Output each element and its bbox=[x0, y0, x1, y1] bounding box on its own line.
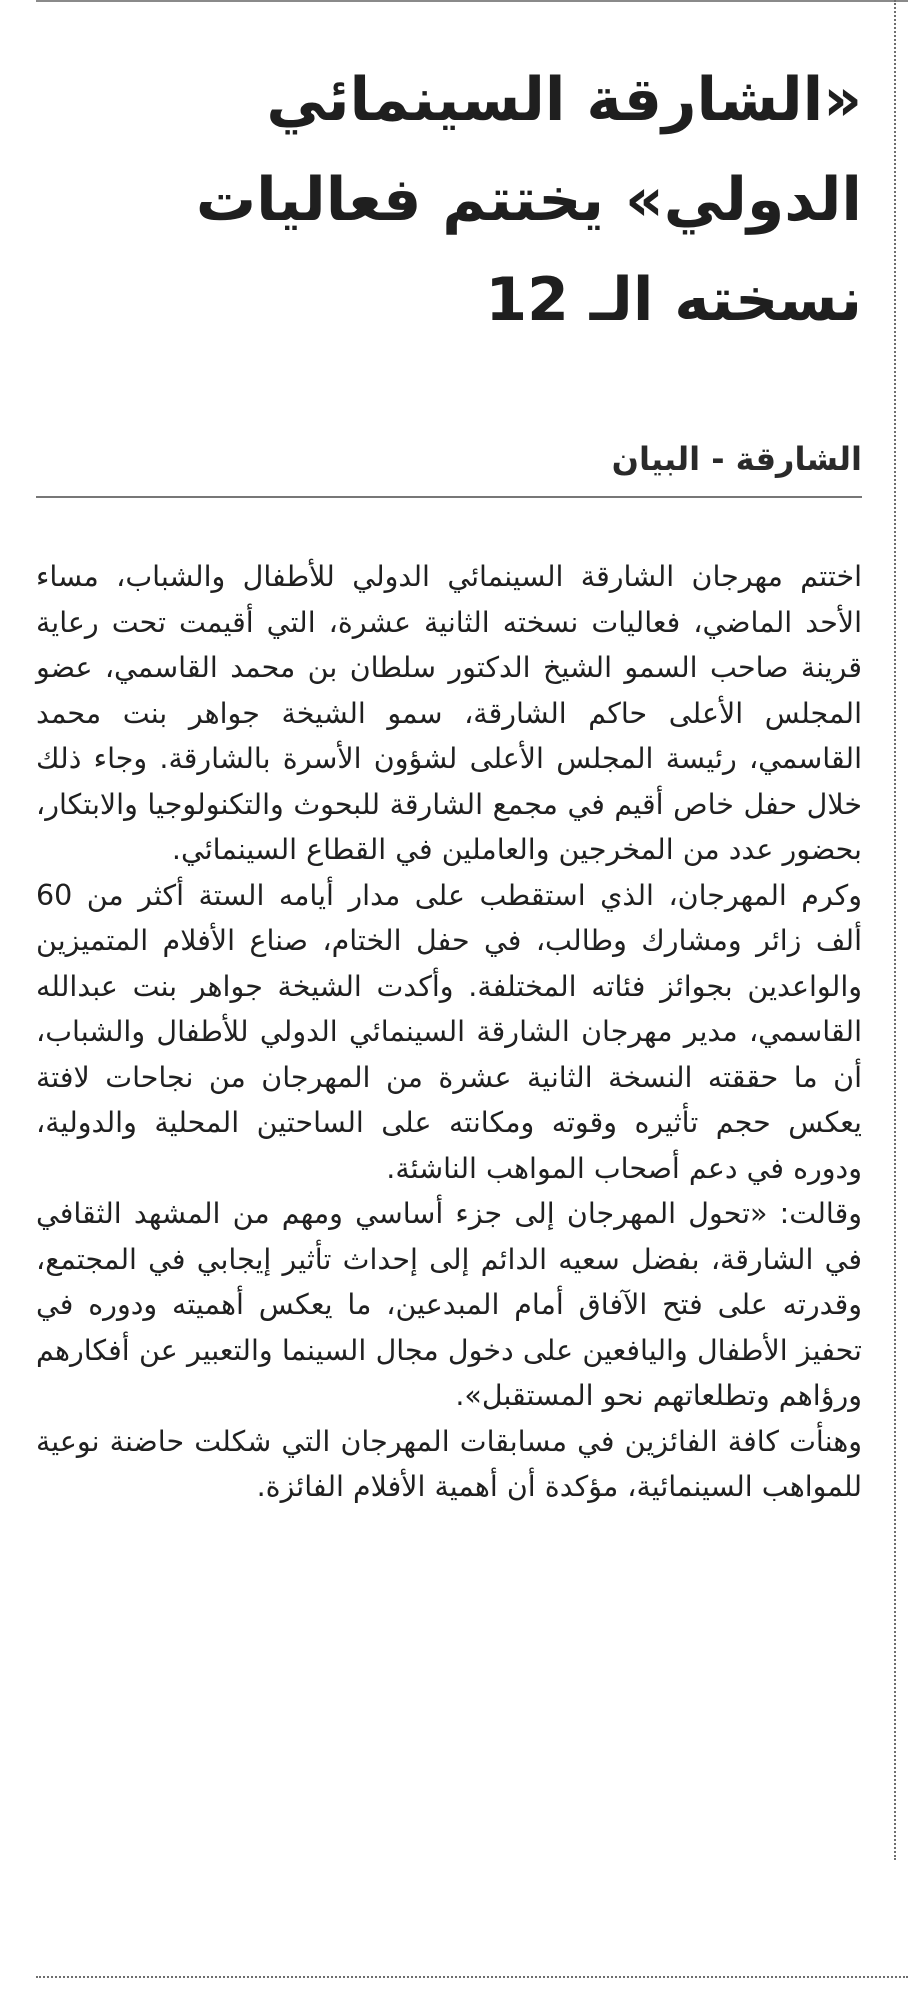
bottom-border-rule bbox=[36, 1976, 908, 1978]
article-paragraph: وهنأت كافة الفائزين في مسابقات المهرجان التي شكلت حاضنة نوعية للمواهب السينمائية، مؤكدة أن أهمية الأفلام الفائزة. bbox=[36, 1424, 862, 1503]
byline-divider bbox=[36, 496, 862, 498]
article-body bbox=[36, 554, 862, 1510]
article-headline: «الشارقة السينمائي الدولي» يختتم فعاليات نسخته الـ 12 bbox=[195, 65, 862, 335]
article-byline: الشارقة - البيان bbox=[611, 440, 862, 478]
column-divider-rule bbox=[894, 0, 896, 1860]
article-paragraph: اختتم مهرجان الشارقة السينمائي الدولي للأطفال والشباب، مساء الأحد الماضي، فعاليات نسخته الثانية عشرة، التي أقيمت تحت رعاية قرينة صاحب السمو الشيخ الدكتور سلطان بن محمد القاسمي، عضو المجلس الأعلى حاكم الشارقة، سمو الشيخة جواهر بنت محمد القاسمي، رئيسة المجلس الأعلى لشؤون الأسرة بالشارقة. وجاء ذلك خلال حفل خاص أقيم في مجمع الشارقة للبحوث والتكنولوجيا والابتكار، بحضور عدد من المخرجين والعاملين في القطاع السينمائي. bbox=[36, 560, 862, 866]
article-paragraph: وقالت: «تحول المهرجان إلى جزء أساسي ومهم من المشهد الثقافي في الشارقة، بفضل سعيه الدائم إلى إحداث تأثير إيجابي في المجتمع، وقدرته على فتح الآفاق أمام المبدعين، ما يعكس أهميته ودوره في تحفيز الأطفال واليافعين على دخول مجال السينما والتعبير عن أفكارهم ورؤاهم وتطلعاتهم نحو المستقبل». bbox=[36, 1197, 862, 1412]
article bbox=[36, 0, 862, 1510]
article-paragraph: وكرم المهرجان، الذي استقطب على مدار أيامه الستة أكثر من 60 ألف زائر ومشارك وطالب، في حفل الختام، صناع الأفلام المتميزين والواعدين بجوائز فئاته المختلفة. وأكدت الشيخة جواهر بنت عبدالله القاسمي، مدير مهرجان الشارقة السينمائي الدولي للأطفال والشباب، أن ما حققته النسخة الثانية عشرة من المهرجان من نجاحات لافتة يعكس حجم تأثيره وقوته ومكانته على الساحتين المحلية والدولية، ودوره في دعم أصحاب المواهب الناشئة. bbox=[36, 878, 862, 1185]
